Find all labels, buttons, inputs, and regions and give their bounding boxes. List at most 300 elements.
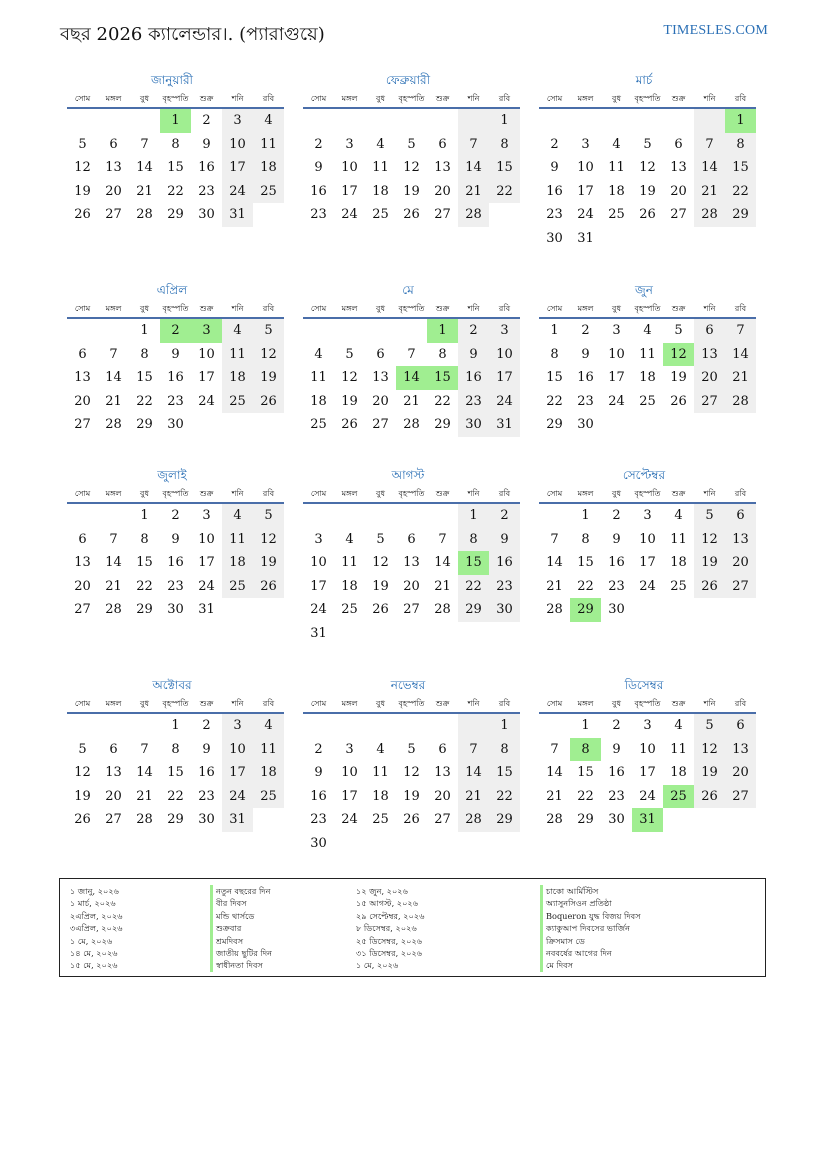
calendar-day[interactable]: 21 — [136, 183, 153, 199]
calendar-day[interactable]: 13 — [105, 765, 122, 780]
calendar-day[interactable]: 5 — [694, 714, 725, 738]
calendar-day[interactable]: 30 — [489, 598, 520, 622]
calendar-day[interactable]: 15 — [489, 156, 520, 180]
calendar-day[interactable]: 25 — [341, 602, 358, 617]
calendar-day[interactable]: 23 — [546, 207, 563, 222]
calendar-day[interactable]: 22 — [136, 578, 153, 594]
calendar-day[interactable]: 6 — [109, 136, 118, 152]
calendar-day[interactable]: 9 — [612, 741, 621, 757]
calendar-day[interactable]: 20 — [725, 761, 756, 785]
calendar-day[interactable]: 6 — [78, 531, 87, 547]
calendar-day[interactable]: 27 — [434, 207, 451, 222]
calendar-day[interactable]: 23 — [577, 393, 594, 409]
calendar-day[interactable]: 7 — [109, 531, 118, 547]
calendar-day[interactable]: 19 — [372, 578, 389, 594]
calendar-day[interactable]: 10 — [222, 133, 253, 157]
calendar-day[interactable]: 6 — [109, 741, 118, 757]
calendar-day[interactable]: 1 — [581, 718, 590, 733]
calendar-day[interactable]: 10 — [341, 160, 358, 175]
calendar-day[interactable]: 28 — [546, 812, 563, 827]
calendar-day[interactable]: 22 — [577, 788, 594, 804]
calendar-day[interactable]: 6 — [694, 319, 725, 343]
calendar-day[interactable]: 13 — [403, 555, 420, 570]
calendar-day[interactable]: 7 — [407, 346, 416, 362]
calendar-day[interactable]: 11 — [639, 346, 656, 362]
calendar-day[interactable]: 7 — [550, 531, 559, 547]
calendar-day[interactable]: 4 — [643, 323, 652, 338]
calendar-day[interactable]: 13 — [694, 343, 725, 367]
calendar-day[interactable]: 9 — [202, 741, 211, 757]
calendar-day[interactable]: 23 — [198, 788, 215, 804]
calendar-day[interactable]: 15 — [546, 370, 563, 385]
calendar-day[interactable]: 29 — [434, 417, 451, 432]
calendar-day[interactable]: 22 — [434, 393, 451, 409]
calendar-day[interactable]: 3 — [314, 531, 323, 547]
calendar-day[interactable]: 19 — [639, 183, 656, 199]
calendar-day[interactable]: 27 — [725, 575, 756, 599]
calendar-day[interactable]: 25 — [670, 578, 687, 594]
calendar-day[interactable]: 20 — [74, 393, 91, 409]
calendar-day[interactable]: 25 — [222, 575, 253, 599]
calendar-day[interactable]: 18 — [670, 555, 687, 570]
calendar-day[interactable]: 11 — [222, 343, 253, 367]
calendar-day[interactable]: 23 — [608, 578, 625, 594]
calendar-day[interactable]: 9 — [202, 136, 211, 152]
calendar-day[interactable]: 28 — [105, 417, 122, 432]
calendar-day[interactable]: 8 — [489, 133, 520, 157]
calendar-day[interactable]: 31 — [577, 230, 594, 246]
calendar-day[interactable]: 10 — [639, 741, 656, 757]
calendar-day[interactable]: 30 — [458, 413, 489, 437]
calendar-day[interactable]: 27 — [694, 390, 725, 414]
calendar-day[interactable]: 14 — [458, 761, 489, 785]
calendar-day[interactable]: 13 — [434, 765, 451, 780]
calendar-day[interactable]: 12 — [253, 528, 284, 552]
calendar-day[interactable]: 29 — [167, 812, 184, 827]
calendar-day[interactable]: 30 — [167, 417, 184, 432]
calendar-day[interactable]: 3 — [643, 718, 652, 733]
calendar-day[interactable]: 24 — [198, 578, 215, 594]
calendar-day[interactable]: 21 — [434, 578, 451, 594]
calendar-day[interactable]: 8 — [438, 346, 447, 362]
calendar-day[interactable]: 4 — [376, 136, 385, 152]
calendar-day[interactable]: 12 — [403, 765, 420, 780]
calendar-day[interactable]: 11 — [670, 741, 687, 757]
calendar-day[interactable]: 27 — [105, 812, 122, 827]
calendar-day[interactable]: 8 — [171, 136, 180, 152]
calendar-day[interactable]: 21 — [458, 180, 489, 204]
calendar-day[interactable]: 6 — [376, 346, 385, 362]
calendar-day[interactable]: 16 — [577, 370, 594, 385]
calendar-day[interactable]: 30 — [608, 602, 625, 617]
calendar-day[interactable]: 31 — [310, 625, 327, 641]
calendar-day[interactable]: 7 — [140, 136, 149, 152]
calendar-day[interactable]: 6 — [674, 136, 683, 152]
calendar-day[interactable]: 22 — [725, 180, 756, 204]
calendar-day[interactable]: 15 — [725, 156, 756, 180]
calendar-day[interactable]: 12 — [639, 160, 656, 175]
calendar-day[interactable]: 29 — [546, 417, 563, 432]
calendar-day[interactable]: 31 — [198, 602, 215, 617]
calendar-day[interactable]: 31 — [222, 203, 253, 227]
calendar-day[interactable]: 1 — [140, 323, 149, 338]
calendar-day[interactable]: 24 — [310, 602, 327, 617]
calendar-day[interactable]: 22 — [167, 788, 184, 804]
calendar-day[interactable]: 25 — [372, 207, 389, 222]
calendar-day[interactable]: 7 — [140, 741, 149, 757]
calendar-day[interactable]: 31 — [222, 808, 253, 832]
calendar-day[interactable]: 4 — [222, 319, 253, 343]
calendar-day[interactable]: 25 — [222, 390, 253, 414]
calendar-day[interactable]: 8 — [140, 346, 149, 362]
calendar-day[interactable]: 24 — [222, 180, 253, 204]
calendar-day[interactable]: 29 — [725, 203, 756, 227]
calendar-day[interactable]: 15 — [167, 765, 184, 780]
calendar-day[interactable]: 10 — [198, 531, 215, 547]
calendar-day[interactable]: 12 — [694, 738, 725, 762]
calendar-day[interactable]: 20 — [694, 366, 725, 390]
calendar-day[interactable]: 18 — [310, 393, 327, 409]
calendar-day[interactable]: 14 — [136, 765, 153, 780]
calendar-day[interactable]: 2 — [202, 113, 211, 128]
calendar-day[interactable]: 26 — [253, 390, 284, 414]
calendar-day[interactable]: 25 — [608, 207, 625, 222]
calendar-day[interactable]: 20 — [372, 393, 389, 409]
calendar-day[interactable]: 7 — [458, 738, 489, 762]
calendar-day[interactable]: 26 — [253, 575, 284, 599]
calendar-day[interactable]: 1 — [550, 323, 559, 338]
calendar-day[interactable]: 3 — [191, 319, 222, 343]
calendar-day[interactable]: 6 — [438, 741, 447, 757]
calendar-day[interactable]: 10 — [639, 531, 656, 547]
calendar-day[interactable]: 11 — [310, 370, 327, 385]
calendar-day[interactable]: 15 — [577, 765, 594, 780]
calendar-day[interactable]: 29 — [136, 417, 153, 432]
calendar-day[interactable]: 4 — [253, 109, 284, 133]
calendar-day[interactable]: 31 — [489, 413, 520, 437]
calendar-day[interactable]: 21 — [458, 785, 489, 809]
calendar-day[interactable]: 5 — [78, 741, 87, 757]
calendar-day[interactable]: 3 — [489, 319, 520, 343]
calendar-day[interactable]: 11 — [372, 765, 389, 780]
calendar-day[interactable]: 21 — [546, 578, 563, 594]
calendar-day[interactable]: 19 — [403, 183, 420, 199]
calendar-day[interactable]: 18 — [253, 761, 284, 785]
calendar-day[interactable]: 22 — [458, 575, 489, 599]
calendar-day[interactable]: 9 — [612, 531, 621, 547]
calendar-day[interactable]: 29 — [577, 812, 594, 827]
calendar-day[interactable]: 7 — [109, 346, 118, 362]
calendar-day[interactable]: 19 — [403, 788, 420, 804]
calendar-day[interactable]: 7 — [694, 133, 725, 157]
calendar-day[interactable]: 2 — [458, 319, 489, 343]
calendar-day[interactable]: 26 — [74, 207, 91, 222]
calendar-day[interactable]: 1 — [489, 109, 520, 133]
calendar-day[interactable]: 5 — [694, 504, 725, 528]
calendar-day[interactable]: 16 — [167, 370, 184, 385]
calendar-day[interactable]: 27 — [74, 417, 91, 432]
calendar-day[interactable]: 18 — [222, 551, 253, 575]
calendar-day[interactable]: 12 — [341, 370, 358, 385]
calendar-day[interactable]: 25 — [639, 393, 656, 409]
calendar-day[interactable]: 23 — [458, 390, 489, 414]
calendar-day[interactable]: 14 — [725, 343, 756, 367]
calendar-day[interactable]: 24 — [198, 393, 215, 409]
calendar-day[interactable]: 13 — [725, 738, 756, 762]
calendar-day[interactable]: 28 — [694, 203, 725, 227]
calendar-day[interactable]: 8 — [489, 738, 520, 762]
calendar-day[interactable]: 8 — [458, 528, 489, 552]
calendar-day[interactable]: 8 — [140, 531, 149, 547]
calendar-day[interactable]: 22 — [546, 393, 563, 409]
calendar-day[interactable]: 23 — [608, 788, 625, 804]
calendar-day[interactable]: 10 — [489, 343, 520, 367]
calendar-day[interactable]: 13 — [105, 160, 122, 175]
calendar-day[interactable]: 29 — [136, 602, 153, 617]
calendar-day[interactable]: 23 — [310, 812, 327, 827]
calendar-day[interactable]: 30 — [198, 812, 215, 827]
calendar-day[interactable]: 14 — [105, 370, 122, 385]
calendar-day[interactable]: 2 — [581, 323, 590, 338]
calendar-day[interactable]: 14 — [546, 555, 563, 570]
calendar-day[interactable]: 21 — [136, 788, 153, 804]
calendar-day[interactable]: 10 — [341, 765, 358, 780]
calendar-day[interactable]: 31 — [632, 808, 663, 832]
calendar-day[interactable]: 6 — [438, 136, 447, 152]
calendar-day[interactable]: 20 — [105, 788, 122, 804]
calendar-day[interactable]: 17 — [577, 183, 594, 199]
calendar-day[interactable]: 2 — [171, 508, 180, 523]
calendar-day[interactable]: 19 — [670, 370, 687, 385]
calendar-day[interactable]: 25 — [310, 417, 327, 432]
calendar-day[interactable]: 15 — [136, 555, 153, 570]
calendar-day[interactable]: 9 — [458, 343, 489, 367]
calendar-day[interactable]: 20 — [74, 578, 91, 594]
calendar-day[interactable]: 18 — [222, 366, 253, 390]
calendar-day[interactable]: 28 — [434, 602, 451, 617]
calendar-day[interactable]: 27 — [74, 602, 91, 617]
calendar-day[interactable]: 29 — [489, 808, 520, 832]
calendar-day[interactable]: 11 — [372, 160, 389, 175]
calendar-day[interactable]: 30 — [608, 812, 625, 827]
calendar-day[interactable]: 11 — [253, 133, 284, 157]
calendar-day[interactable]: 8 — [171, 741, 180, 757]
calendar-day[interactable]: 21 — [694, 180, 725, 204]
calendar-day[interactable]: 13 — [725, 528, 756, 552]
calendar-day[interactable]: 19 — [694, 761, 725, 785]
calendar-day[interactable]: 12 — [253, 343, 284, 367]
calendar-day[interactable]: 30 — [546, 230, 563, 246]
calendar-day[interactable]: 27 — [434, 812, 451, 827]
calendar-day[interactable]: 27 — [670, 207, 687, 222]
calendar-day[interactable]: 28 — [136, 812, 153, 827]
calendar-day[interactable]: 23 — [198, 183, 215, 199]
calendar-day[interactable]: 1 — [427, 319, 458, 343]
calendar-day[interactable]: 3 — [345, 136, 354, 152]
calendar-day[interactable]: 16 — [310, 183, 327, 199]
calendar-day[interactable]: 8 — [570, 738, 601, 762]
calendar-day[interactable]: 18 — [639, 370, 656, 385]
calendar-day[interactable]: 16 — [310, 788, 327, 804]
calendar-day[interactable]: 18 — [372, 788, 389, 804]
calendar-day[interactable]: 23 — [167, 578, 184, 594]
calendar-day[interactable]: 8 — [550, 346, 559, 362]
calendar-day[interactable]: 9 — [171, 346, 180, 362]
calendar-day[interactable]: 5 — [643, 136, 652, 152]
calendar-day[interactable]: 16 — [546, 183, 563, 199]
calendar-day[interactable]: 24 — [489, 390, 520, 414]
calendar-day[interactable]: 16 — [608, 555, 625, 570]
calendar-day[interactable]: 15 — [427, 366, 458, 390]
calendar-day[interactable]: 17 — [198, 370, 215, 385]
calendar-day[interactable]: 2 — [202, 718, 211, 733]
calendar-day[interactable]: 20 — [434, 788, 451, 804]
calendar-day[interactable]: 2 — [314, 741, 323, 757]
calendar-day[interactable]: 25 — [663, 785, 694, 809]
calendar-day[interactable]: 24 — [608, 393, 625, 409]
calendar-day[interactable]: 17 — [341, 183, 358, 199]
calendar-day[interactable]: 26 — [694, 575, 725, 599]
calendar-day[interactable]: 11 — [608, 160, 625, 175]
calendar-day[interactable]: 21 — [105, 393, 122, 409]
calendar-day[interactable]: 14 — [458, 156, 489, 180]
calendar-day[interactable]: 28 — [458, 203, 489, 227]
calendar-day[interactable]: 22 — [577, 578, 594, 594]
calendar-day[interactable]: 19 — [74, 788, 91, 804]
calendar-day[interactable]: 22 — [489, 180, 520, 204]
calendar-day[interactable]: 10 — [577, 160, 594, 175]
calendar-day[interactable]: 19 — [341, 393, 358, 409]
calendar-day[interactable]: 6 — [725, 714, 756, 738]
calendar-day[interactable]: 16 — [198, 160, 215, 175]
calendar-day[interactable]: 17 — [198, 555, 215, 570]
calendar-day[interactable]: 24 — [341, 812, 358, 827]
calendar-day[interactable]: 2 — [160, 319, 191, 343]
calendar-day[interactable]: 28 — [105, 602, 122, 617]
calendar-day[interactable]: 14 — [546, 765, 563, 780]
calendar-day[interactable]: 1 — [581, 508, 590, 523]
calendar-day[interactable]: 6 — [407, 531, 416, 547]
calendar-day[interactable]: 2 — [612, 508, 621, 523]
calendar-day[interactable]: 15 — [577, 555, 594, 570]
calendar-day[interactable]: 3 — [643, 508, 652, 523]
calendar-day[interactable]: 11 — [253, 738, 284, 762]
calendar-day[interactable]: 7 — [725, 319, 756, 343]
calendar-day[interactable]: 7 — [550, 741, 559, 757]
calendar-day[interactable]: 17 — [639, 765, 656, 780]
calendar-day[interactable]: 13 — [74, 370, 91, 385]
calendar-day[interactable]: 24 — [341, 207, 358, 222]
calendar-day[interactable]: 1 — [458, 504, 489, 528]
calendar-day[interactable]: 4 — [345, 531, 354, 547]
calendar-day[interactable]: 7 — [458, 133, 489, 157]
calendar-day[interactable]: 27 — [105, 207, 122, 222]
calendar-day[interactable]: 12 — [74, 160, 91, 175]
calendar-day[interactable]: 18 — [372, 183, 389, 199]
calendar-day[interactable]: 16 — [458, 366, 489, 390]
calendar-day[interactable]: 15 — [458, 551, 489, 575]
calendar-day[interactable]: 20 — [403, 578, 420, 594]
calendar-day[interactable]: 29 — [570, 598, 601, 622]
calendar-day[interactable]: 21 — [403, 393, 420, 409]
calendar-day[interactable]: 2 — [550, 136, 559, 152]
calendar-day[interactable]: 13 — [372, 370, 389, 385]
calendar-day[interactable]: 30 — [577, 417, 594, 432]
calendar-day[interactable]: 17 — [639, 555, 656, 570]
calendar-day[interactable]: 9 — [314, 160, 323, 175]
calendar-day[interactable]: 17 — [608, 370, 625, 385]
calendar-day[interactable]: 8 — [725, 133, 756, 157]
calendar-day[interactable]: 12 — [74, 765, 91, 780]
calendar-day[interactable]: 24 — [639, 578, 656, 594]
calendar-day[interactable]: 9 — [489, 528, 520, 552]
calendar-day[interactable]: 2 — [612, 718, 621, 733]
calendar-day[interactable]: 10 — [608, 346, 625, 362]
calendar-day[interactable]: 28 — [403, 417, 420, 432]
calendar-day[interactable]: 1 — [171, 718, 180, 733]
calendar-day[interactable]: 25 — [253, 785, 284, 809]
calendar-day[interactable]: 5 — [345, 346, 354, 362]
calendar-day[interactable]: 9 — [581, 346, 590, 362]
calendar-day[interactable]: 26 — [403, 812, 420, 827]
calendar-day[interactable]: 6 — [78, 346, 87, 362]
calendar-day[interactable]: 22 — [136, 393, 153, 409]
calendar-day[interactable]: 17 — [222, 156, 253, 180]
calendar-day[interactable]: 18 — [253, 156, 284, 180]
calendar-day[interactable]: 17 — [341, 788, 358, 804]
calendar-day[interactable]: 3 — [581, 136, 590, 152]
calendar-day[interactable]: 20 — [670, 183, 687, 199]
calendar-day[interactable]: 18 — [608, 183, 625, 199]
calendar-day[interactable]: 14 — [105, 555, 122, 570]
calendar-day[interactable]: 30 — [198, 207, 215, 222]
calendar-day[interactable]: 7 — [438, 531, 447, 547]
calendar-day[interactable]: 5 — [253, 319, 284, 343]
calendar-day[interactable]: 26 — [639, 207, 656, 222]
calendar-day[interactable]: 2 — [314, 136, 323, 152]
calendar-day[interactable]: 26 — [403, 207, 420, 222]
calendar-day[interactable]: 20 — [105, 183, 122, 199]
calendar-day[interactable]: 5 — [376, 531, 385, 547]
calendar-day[interactable]: 29 — [167, 207, 184, 222]
calendar-day[interactable]: 15 — [136, 370, 153, 385]
calendar-day[interactable]: 30 — [167, 602, 184, 617]
calendar-day[interactable]: 20 — [725, 551, 756, 575]
calendar-day[interactable]: 18 — [670, 765, 687, 780]
calendar-day[interactable]: 28 — [725, 390, 756, 414]
calendar-day[interactable]: 4 — [612, 136, 621, 152]
calendar-day[interactable]: 4 — [314, 346, 323, 362]
calendar-day[interactable]: 14 — [136, 160, 153, 175]
calendar-day[interactable]: 22 — [489, 785, 520, 809]
calendar-day[interactable]: 12 — [694, 528, 725, 552]
calendar-day[interactable]: 4 — [674, 718, 683, 733]
calendar-day[interactable]: 27 — [372, 417, 389, 432]
calendar-day[interactable]: 15 — [167, 160, 184, 175]
calendar-day[interactable]: 13 — [434, 160, 451, 175]
calendar-day[interactable]: 4 — [376, 741, 385, 757]
calendar-day[interactable]: 17 — [310, 578, 327, 594]
brand-logo-text[interactable]: TIMESLES.COM — [663, 23, 768, 38]
calendar-day[interactable]: 17 — [222, 761, 253, 785]
calendar-day[interactable]: 19 — [253, 366, 284, 390]
calendar-day[interactable]: 9 — [550, 160, 559, 175]
calendar-day[interactable]: 21 — [725, 366, 756, 390]
calendar-day[interactable]: 28 — [458, 808, 489, 832]
calendar-day[interactable]: 5 — [674, 323, 683, 338]
calendar-day[interactable]: 4 — [674, 508, 683, 523]
calendar-day[interactable]: 25 — [372, 812, 389, 827]
